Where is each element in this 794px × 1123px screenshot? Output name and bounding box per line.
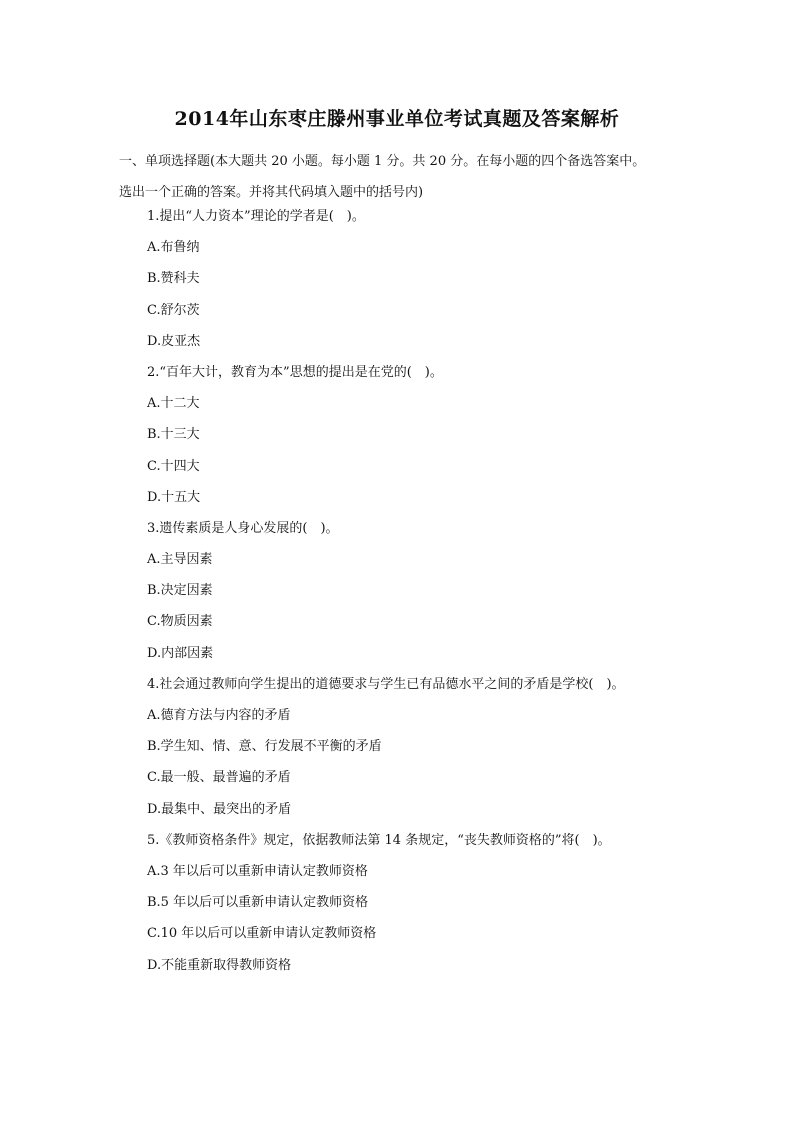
page-title: 2014年山东枣庄滕州事业单位考试真题及答案解析	[174, 108, 620, 130]
question-1	[147, 201, 687, 357]
option-d: D.皮亚杰	[147, 333, 201, 349]
section-intro	[119, 146, 679, 208]
section-intro-line-1: 一、单项选择题(本大题共 20 小题。每小题 1 分。共 20 分。在每小题的四个备选答案中。	[119, 154, 646, 169]
option-list	[147, 388, 687, 513]
question-list	[147, 201, 687, 981]
option-list	[147, 856, 687, 981]
option-d: D.最集中、最突出的矛盾	[147, 801, 292, 817]
question-5	[147, 825, 687, 981]
option-a: A.主导因素	[147, 552, 213, 568]
option-a: A.3 年以后可以重新申请认定教师资格	[147, 863, 368, 879]
option-list	[147, 544, 687, 669]
option-a: A.布鲁纳	[147, 240, 200, 256]
question-stem: 4.社会通过教师向学生提出的道德要求与学生已有品德水平之间的矛盾是学校( )。	[147, 676, 625, 692]
option-b: B.赞科夫	[147, 271, 200, 287]
option-list	[147, 700, 687, 825]
question-stem: 1.提出“人力资本”理论的学者是( )。	[147, 209, 365, 224]
option-c: C.十四大	[147, 458, 200, 474]
option-c: C.物质因素	[147, 614, 213, 630]
option-b: B.十三大	[147, 427, 200, 443]
question-stem: 3.遗传素质是人身心发展的( )。	[147, 520, 339, 536]
option-list	[147, 232, 687, 357]
option-d: D.内部因素	[147, 645, 214, 661]
option-a: A.德育方法与内容的矛盾	[147, 708, 291, 723]
option-b: B.5 年以后可以重新申请认定教师资格	[147, 895, 369, 911]
option-b: B.决定因素	[147, 583, 213, 599]
option-c: C.舒尔茨	[147, 302, 200, 318]
option-c: C.最一般、最普遍的矛盾	[147, 770, 291, 786]
question-4	[147, 669, 687, 825]
option-a: A.十二大	[147, 396, 200, 412]
question-stem: 5.《教师资格条件》规定，依据教师法第 14 条规定，“丧失教师资格的”将( )。	[147, 832, 611, 848]
option-d: D.不能重新取得教师资格	[147, 957, 292, 973]
section-intro-line-2: 选出一个正确的答案。并将其代码填入题中的括号内)	[119, 185, 424, 200]
question-stem: 2.“百年大计，教育为本”思想的提出是在党的( )。	[147, 364, 443, 380]
option-d: D.十五大	[147, 489, 201, 505]
option-b: B.学生知、情、意、行发展不平衡的矛盾	[147, 739, 382, 755]
option-c: C.10 年以后可以重新申请认定教师资格	[147, 926, 377, 942]
question-2	[147, 357, 687, 513]
question-3	[147, 513, 687, 669]
